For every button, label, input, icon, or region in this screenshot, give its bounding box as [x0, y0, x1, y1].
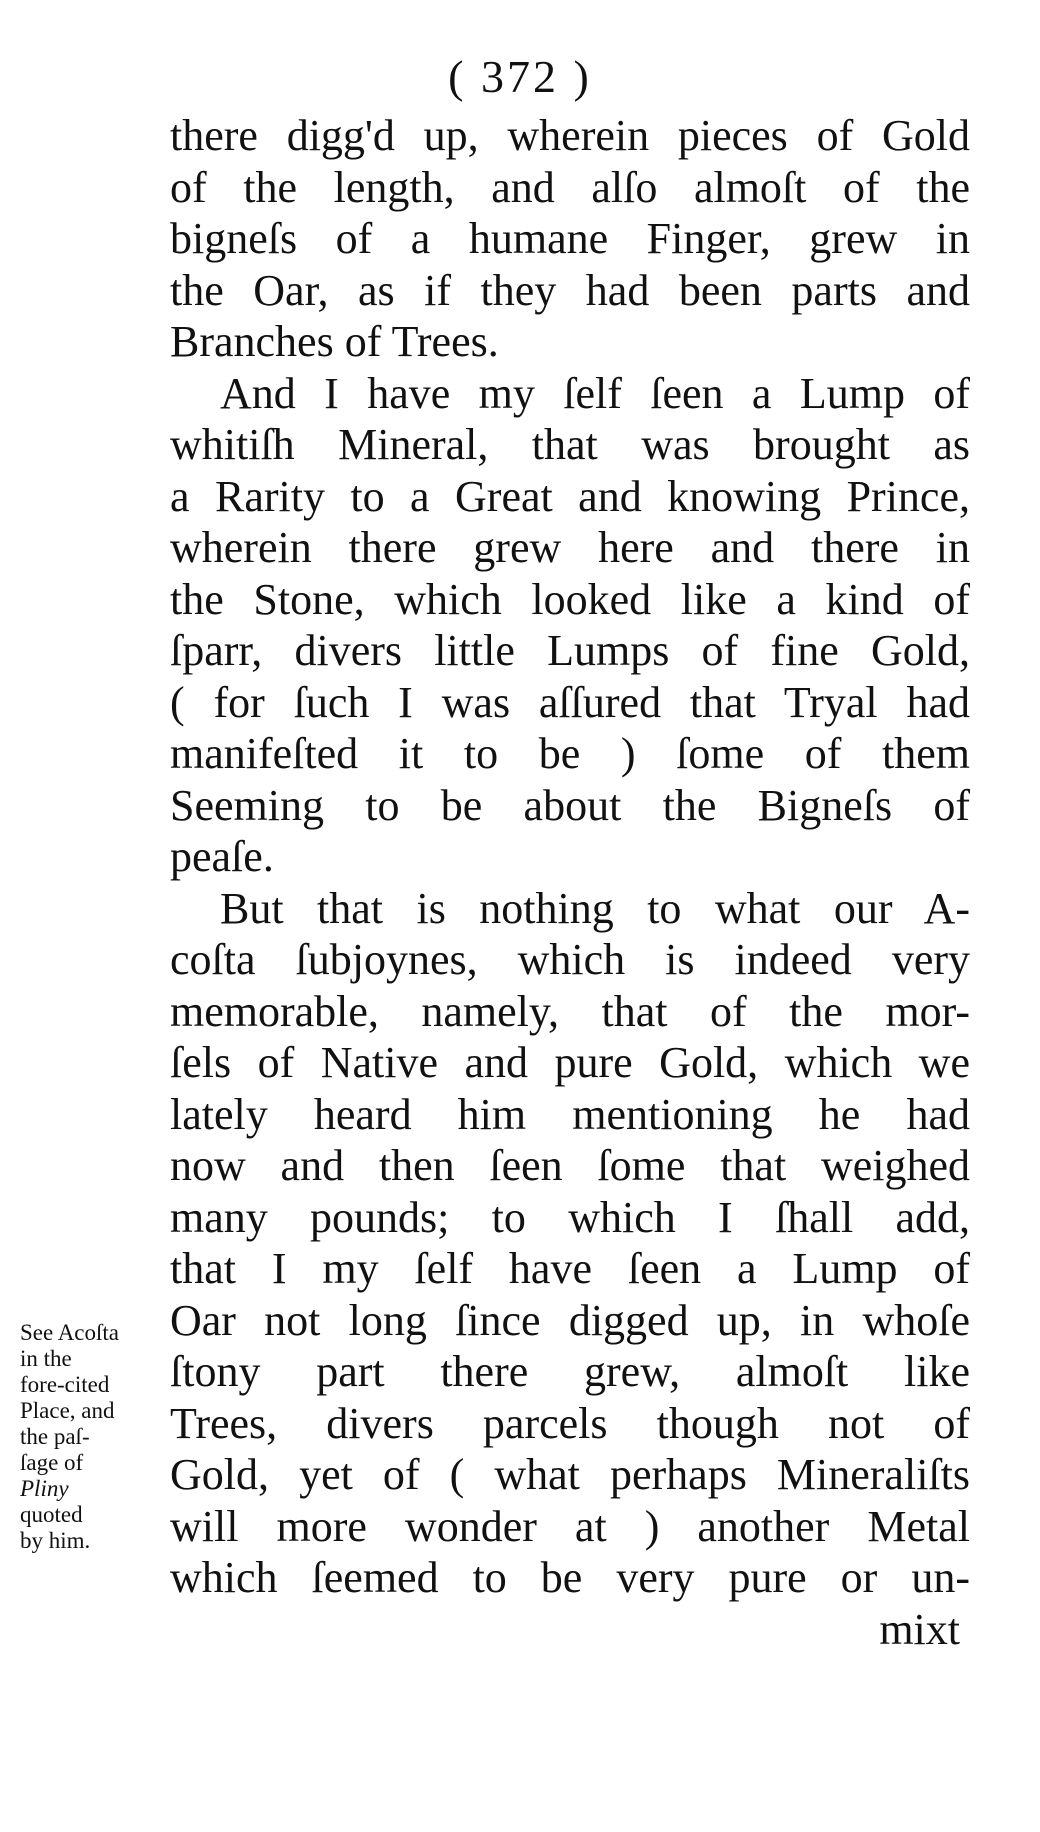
margin-note-line: by him. [20, 1528, 91, 1553]
text-line: Oar not long ſince digged up, in whoſe [170, 1295, 970, 1345]
catchword: mixt [879, 1604, 960, 1654]
text-line: lately heard him mentioning he had [170, 1089, 970, 1139]
text-line: Gold, yet of ( what perhaps Mineraliſts [170, 1450, 970, 1499]
text-line: But that is nothing to what our A- [220, 883, 970, 933]
margin-note-line: fore-cited [20, 1372, 110, 1397]
page-number: ( 372 ) [448, 51, 592, 102]
body-text [170, 110, 970, 1655]
margin-note-line: in the [20, 1346, 72, 1371]
text-line: manifeſted it to be ) ſome of them [170, 729, 970, 778]
margin-note-line: See Acoſta [20, 1320, 119, 1345]
margin-note-line: quoted [20, 1502, 83, 1527]
text-line: ſtony part there grew, almoſt like [170, 1347, 970, 1396]
text-line: Branches of Trees. [170, 317, 499, 366]
text-line: of the length, and alſo almoſt of the [170, 162, 970, 212]
margin-note-line: the paſ- [20, 1424, 90, 1449]
text-line: bigneſs of a humane Finger, grew in [170, 214, 970, 263]
text-line: will more wonder at ) another Metal [170, 1501, 970, 1551]
margin-note [20, 1320, 180, 1554]
margin-note-line: ſage of [20, 1450, 84, 1475]
text-line: ſparr, divers little Lumps of fine Gold, [170, 626, 970, 675]
text-line: ſels of Native and pure Gold, which we [170, 1038, 970, 1087]
text-line: many pounds; to which I ſhall add, [170, 1192, 970, 1242]
text-line: whitiſh Mineral, that was brought as [170, 420, 970, 469]
text-line: the Stone, which looked like a kind of [170, 574, 970, 624]
text-line: wherein there grew here and there in [170, 523, 970, 572]
text-line: ( for ſuch I was aſſured that Tryal had [170, 677, 970, 727]
text-line: And I have my ſelf ſeen a Lump of [220, 368, 970, 418]
margin-note-line: Pliny [20, 1476, 69, 1501]
text-line: peaſe. [170, 832, 274, 881]
margin-note-line: Place, and [20, 1398, 115, 1423]
text-line: that I my ſelf have ſeen a Lump of [170, 1244, 970, 1293]
text-line: now and then ſeen ſome that weighed [170, 1141, 970, 1190]
text-line: Trees, divers parcels though not of [170, 1398, 970, 1448]
text-line: which ſeemed to be very pure or un- [170, 1553, 970, 1602]
text-line: memorable, namely, that of the mor- [170, 986, 970, 1036]
text-line: coſta ſubjoynes, which is indeed very [170, 935, 970, 984]
text-line: Seeming to be about the Bigneſs of [170, 780, 970, 830]
text-line: a Rarity to a Great and knowing Prince, [170, 471, 970, 521]
text-line: there digg'd up, wherein pieces of Gold [170, 111, 970, 160]
text-line: the Oar, as if they had been parts and [170, 265, 970, 315]
